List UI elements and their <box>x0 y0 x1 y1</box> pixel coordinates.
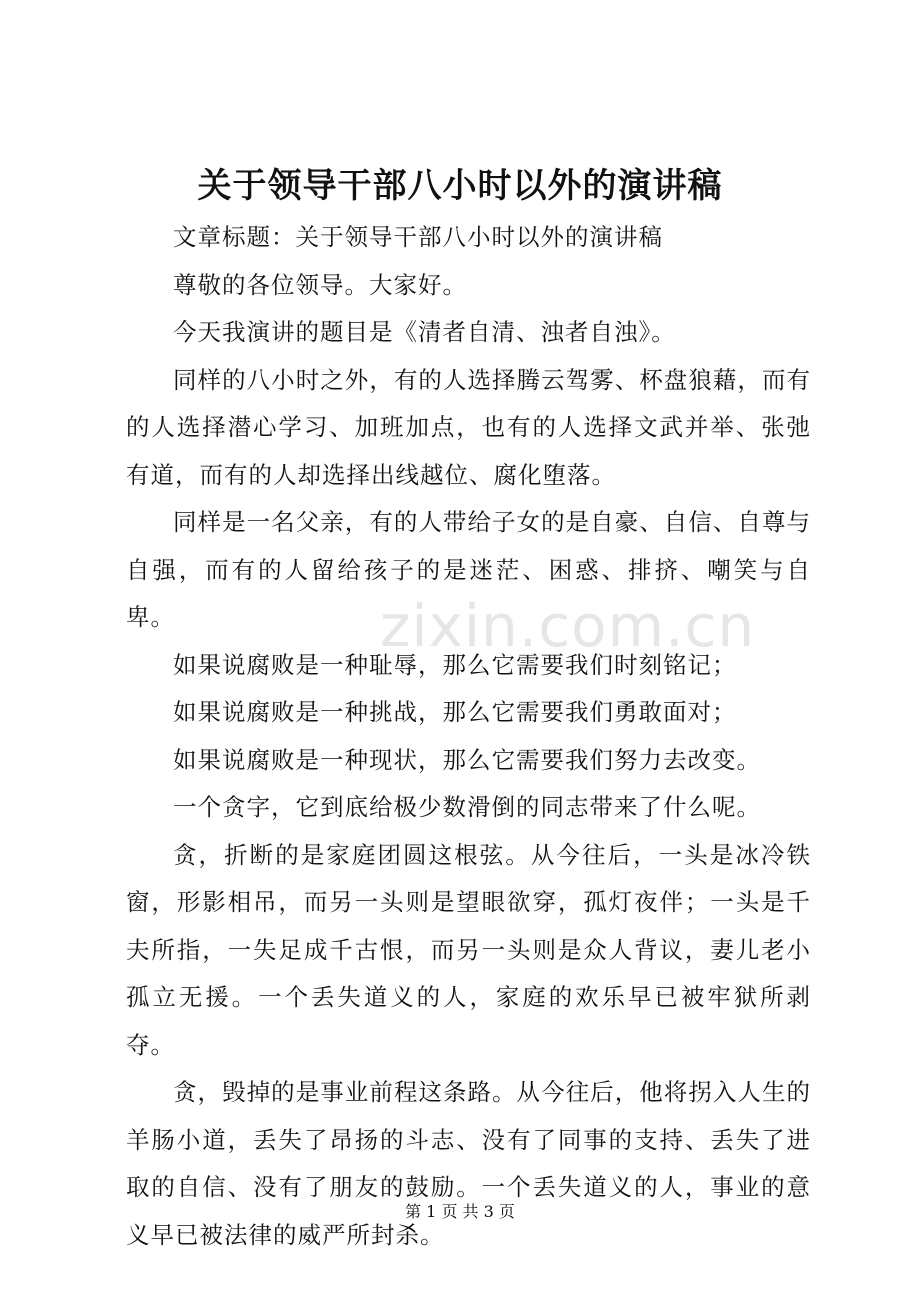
paragraph-corruption-challenge: 如果说腐败是一种挑战，那么它需要我们勇敢面对； <box>173 698 737 726</box>
paragraph-corruption-status: 如果说腐败是一种现状，那么它需要我们努力去改变。 <box>173 745 761 774</box>
paragraph-topic: 今天我演讲的题目是《清者自清、浊者自浊》。 <box>173 318 676 346</box>
paragraph-corruption-shame: 如果说腐败是一种耻辱，那么它需要我们时刻铭记； <box>173 650 737 679</box>
paragraph-greed-family: 贪，折断的是家庭团圆这根弦。从今往后，一头是冰冷铁窗，形影相吊，而另一头则是望眼欲穿，孤灯夜伴；一头是千夫所指，一失足成千古恨，而另一头则是众人背议，妻儿老小孤立无援。一个丢失道义的人，家庭的欢乐早已被牢狱所剥夺。 <box>126 840 811 1059</box>
paragraph-greed-question: 一个贪字，它到底给极少数滑倒的同志带来了什么呢。 <box>173 793 761 821</box>
paragraph-father: 同样是一名父亲，有的人带给子女的是自豪、自信、自尊与自强，而有的人留给孩子的是迷茫、困惑、排挤、嘲笑与自卑。 <box>126 508 811 631</box>
paragraph-greed-career: 贪，毁掉的是事业前程这条路。从今往后，他将拐入人生的羊肠小道，丢失了昂扬的斗志、没有了同事的支持、丢失了进取的自信、没有了朋友的鼓励。一个丢失道义的人，事业的意义早已被法律的威严所封杀。 <box>126 1078 811 1249</box>
page-footer: 第 1 页 共 3 页 <box>405 1202 515 1221</box>
document-body <box>126 214 811 1259</box>
document-title: 关于领导干部八小时以外的演讲稿 <box>197 166 723 206</box>
paragraph-greeting: 尊敬的各位领导。大家好。 <box>173 270 467 299</box>
paragraph-after-hours: 同样的八小时之外，有的人选择腾云驾雾、杯盘狼藉，而有的人选择潜心学习、加班加点，也有的人选择文武并举、张弛有道，而有的人却选择出线越位、腐化堕落。 <box>126 365 811 489</box>
paragraph-article-title: 文章标题：关于领导干部八小时以外的演讲稿 <box>173 223 663 251</box>
watermark-text: zixin.com.cn <box>380 592 756 660</box>
